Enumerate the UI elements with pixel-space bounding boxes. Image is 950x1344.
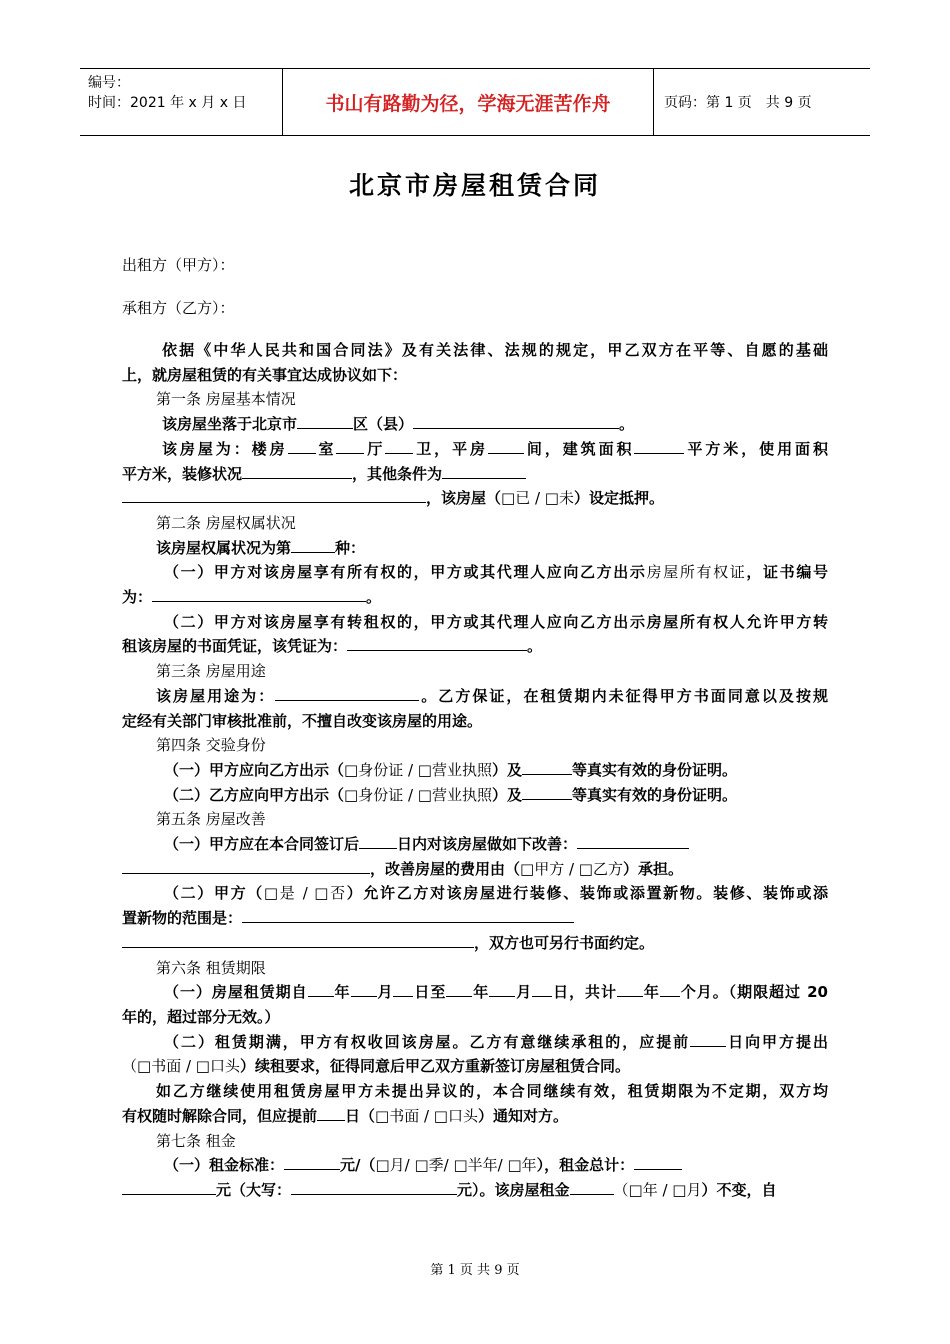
art6-line-1: （一）房屋租赁期自 年 月 日至 年 月 日，共计 年 个月。（期限超过 20 bbox=[164, 983, 828, 1002]
blank-field[interactable] bbox=[284, 1154, 340, 1170]
blank-field[interactable] bbox=[446, 981, 472, 997]
blank-field[interactable] bbox=[660, 981, 680, 997]
blank-field[interactable] bbox=[393, 981, 413, 997]
blank-field[interactable] bbox=[291, 537, 335, 553]
header-page-info: 页码：第 1 页 共 9 页 bbox=[664, 95, 812, 111]
header-slogan: 书山有路勤为径，学海无涯苦作舟 bbox=[282, 69, 654, 135]
art7-line-1: （一）租金标准： 元/（□月/ □季/ □半年/ □年），租金总计： bbox=[122, 1153, 828, 1178]
lessor-label: 出租方（甲方）： bbox=[122, 256, 235, 274]
blank-field[interactable] bbox=[242, 907, 574, 923]
blank-field[interactable] bbox=[522, 759, 572, 775]
art2-line-1: 该房屋权属状况为第 种： bbox=[156, 538, 366, 557]
blank-field[interactable] bbox=[532, 981, 552, 997]
art3-line-2: 定经有关部门审核批准前，不擅自改变该房屋的用途。 bbox=[122, 711, 483, 730]
lessee-label: 承租方（乙方）： bbox=[122, 299, 235, 317]
blank-field[interactable] bbox=[242, 463, 352, 479]
blank-field[interactable] bbox=[351, 981, 377, 997]
art1-line-1: 该房屋坐落于北京市 区（县） 。 bbox=[162, 415, 635, 434]
blank-field[interactable] bbox=[317, 1105, 345, 1121]
blank-field[interactable] bbox=[385, 438, 413, 454]
art4-line-1: （一）甲方应向乙方出示（□身份证 / □营业执照）及 等真实有效的身份证明。 bbox=[164, 760, 737, 779]
art2-line-5: 租该房屋的书面凭证，该凭证为： 。 bbox=[122, 637, 543, 656]
article-5-title: 第五条 房屋改善 bbox=[156, 810, 266, 829]
art5-line-2: ，改善房屋的费用由（□甲方 / □乙方）承担。 bbox=[122, 857, 828, 882]
blank-field[interactable] bbox=[489, 981, 515, 997]
document-number: 编号： bbox=[88, 75, 130, 91]
article-3-title: 第三条 房屋用途 bbox=[156, 662, 266, 681]
blank-field[interactable] bbox=[297, 413, 353, 429]
intro-line-2: 上，就房屋租赁的有关事宜达成协议如下： bbox=[122, 365, 408, 384]
art1-line-4: ，该房屋（□已 / □未）设定抵押。 bbox=[122, 486, 828, 511]
art5-line-1: （一）甲方应在本合同签订后 日内对该房屋做如下改善： bbox=[122, 832, 828, 857]
blank-field[interactable] bbox=[275, 685, 419, 701]
art2-line-2: （一）甲方对该房屋享有所有权的，甲方或其代理人应向乙方出示房屋所有权证，证书编号 bbox=[164, 563, 828, 582]
article-6-title: 第六条 租赁期限 bbox=[156, 958, 266, 977]
document-date: 时间：2021 年 x 月 x 日 bbox=[88, 95, 247, 111]
page-footer: 第 1 页 共 9 页 bbox=[430, 1263, 520, 1278]
art6-line-3: （二）租赁期满，甲方有权收回该房屋。乙方有意继续承租的，应提前 日向甲方提出 bbox=[164, 1032, 828, 1051]
blank-field[interactable] bbox=[122, 932, 474, 948]
blank-field[interactable] bbox=[291, 1179, 457, 1195]
page-header bbox=[80, 68, 870, 136]
blank-field[interactable] bbox=[122, 858, 370, 874]
art1-line-2: 该房屋为：楼房 室 厅 卫，平房 间，建筑面积 平方米，使用面积 bbox=[162, 439, 828, 458]
blank-field[interactable] bbox=[442, 463, 526, 479]
blank-field[interactable] bbox=[122, 1179, 216, 1195]
blank-field[interactable] bbox=[634, 438, 684, 454]
article-2-title: 第二条 房屋权属状况 bbox=[156, 513, 296, 532]
art6-line-6: 有权随时解除合同，但应提前 日（□书面 / □口头）通知对方。 bbox=[122, 1106, 568, 1125]
blank-field[interactable] bbox=[570, 1179, 614, 1195]
blank-field[interactable] bbox=[122, 487, 426, 503]
blank-field[interactable] bbox=[347, 635, 527, 651]
art2-line-4: （二）甲方对该房屋享有转租权的，甲方或其代理人应向乙方出示房屋所有权人允许甲方转 bbox=[164, 612, 828, 631]
art2-line-3: 为： 。 bbox=[122, 588, 382, 607]
art6-line-2: 年的，超过部分无效。） bbox=[122, 1007, 280, 1026]
art7-line-2: 元（大写： 元）。该房屋租金 （□年 / □月）不变，自 bbox=[122, 1178, 828, 1203]
blank-field[interactable] bbox=[152, 586, 366, 602]
art1-line-3: 平方米，装修状况 ，其他条件为 bbox=[122, 462, 828, 487]
art6-line-4: （□书面 / □口头）续租要求，征得同意后甲乙双方重新签订房屋租赁合同。 bbox=[122, 1057, 630, 1076]
art3-line-1: 该房屋用途为： 。乙方保证，在租赁期内未征得甲方书面同意以及按规 bbox=[156, 686, 828, 705]
blank-field[interactable] bbox=[336, 438, 364, 454]
contract-body bbox=[122, 338, 828, 1203]
contract-title: 北京市房屋租赁合同 bbox=[348, 171, 601, 200]
blank-field[interactable] bbox=[634, 1154, 682, 1170]
intro-line-1: 依据《中华人民共和国合同法》及有关法律、法规的规定，甲乙双方在平等、自愿的基础 bbox=[162, 341, 828, 359]
art6-line-5: 如乙方继续使用租赁房屋甲方未提出异议的，本合同继续有效，租赁期限为不定期，双方均 bbox=[156, 1082, 828, 1101]
blank-field[interactable] bbox=[617, 981, 643, 997]
art4-line-2: （二）乙方应向甲方出示（□身份证 / □营业执照）及 等真实有效的身份证明。 bbox=[164, 785, 737, 804]
blank-field[interactable] bbox=[413, 413, 619, 429]
art5-line-4: 置新物的范围是： bbox=[122, 906, 828, 931]
header-meta bbox=[80, 69, 282, 135]
art5-line-5: ，双方也可另行书面约定。 bbox=[122, 931, 828, 956]
blank-field[interactable] bbox=[577, 833, 689, 849]
blank-field[interactable] bbox=[488, 438, 524, 454]
blank-field[interactable] bbox=[359, 833, 397, 849]
blank-field[interactable] bbox=[690, 1031, 726, 1047]
blank-field[interactable] bbox=[288, 438, 316, 454]
article-7-title: 第七条 租金 bbox=[156, 1131, 236, 1150]
blank-field[interactable] bbox=[308, 981, 334, 997]
article-4-title: 第四条 交验身份 bbox=[156, 736, 266, 755]
article-1-title: 第一条 房屋基本情况 bbox=[156, 390, 296, 409]
blank-field[interactable] bbox=[522, 784, 572, 800]
art5-line-3: （二）甲方（□是 / □否）允许乙方对该房屋进行装修、装饰或添置新物。装修、装饰或添 bbox=[164, 884, 828, 903]
